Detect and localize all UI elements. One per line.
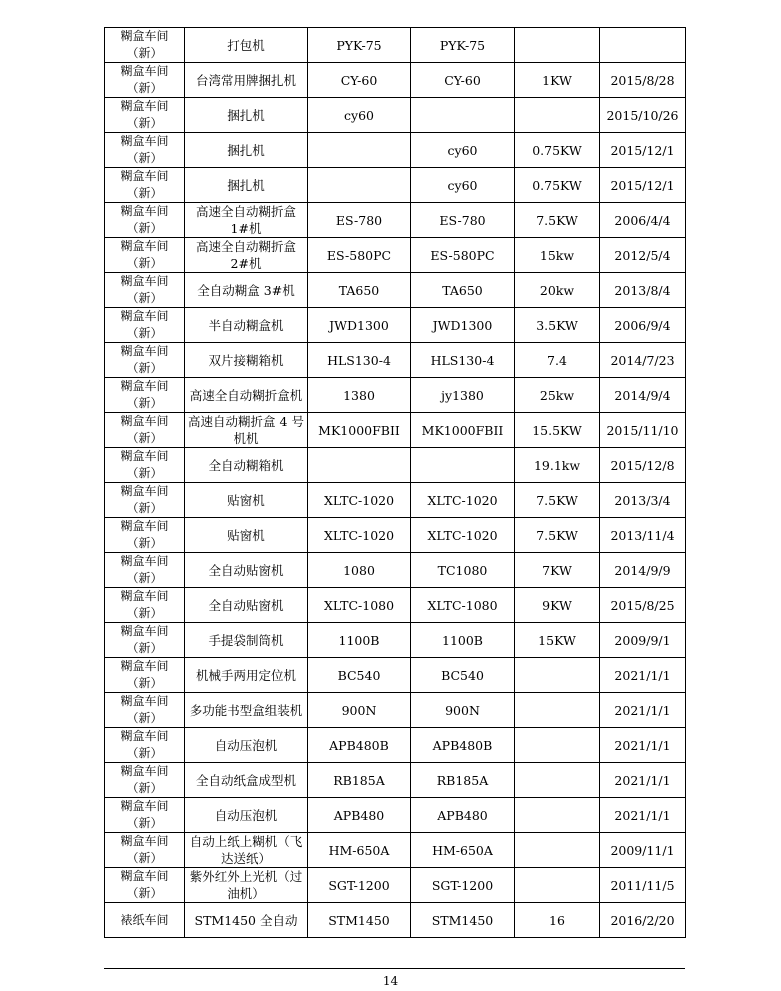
department-cell: 糊盒车间（新） [105, 553, 185, 588]
date-cell: 2011/11/5 [600, 868, 686, 903]
power-cell: 7.5KW [515, 203, 600, 238]
power-cell: 19.1kw [515, 448, 600, 483]
equipment-name-cell: 捆扎机 [185, 98, 308, 133]
power-cell: 7KW [515, 553, 600, 588]
spec-cell: STM1450 [411, 903, 515, 938]
power-cell: 7.5KW [515, 483, 600, 518]
page-number: 14 [382, 974, 399, 988]
power-cell [515, 833, 600, 868]
model-cell: TA650 [308, 273, 411, 308]
table-row [105, 28, 686, 63]
equipment-name-cell: 机械手两用定位机 [185, 658, 308, 693]
department-cell: 糊盒车间（新） [105, 378, 185, 413]
equipment-name-cell: 全自动贴窗机 [185, 588, 308, 623]
department-cell: 糊盒车间（新） [105, 168, 185, 203]
spec-cell: CY-60 [411, 63, 515, 98]
date-cell: 2006/9/4 [600, 308, 686, 343]
spec-cell: jy1380 [411, 378, 515, 413]
equipment-name-cell: STM1450 全自动 [185, 903, 308, 938]
date-cell: 2016/2/20 [600, 903, 686, 938]
power-cell: 16 [515, 903, 600, 938]
department-cell: 糊盒车间（新） [105, 658, 185, 693]
model-cell: RB185A [308, 763, 411, 798]
equipment-name-cell: 全自动纸盒成型机 [185, 763, 308, 798]
equipment-name-cell: 紫外红外上光机（过油机） [185, 868, 308, 903]
date-cell: 2021/1/1 [600, 658, 686, 693]
equipment-name-cell: 贴窗机 [185, 483, 308, 518]
department-cell: 糊盒车间（新） [105, 63, 185, 98]
spec-cell: PYK-75 [411, 28, 515, 63]
model-cell: SGT-1200 [308, 868, 411, 903]
power-cell [515, 693, 600, 728]
model-cell: ES-580PC [308, 238, 411, 273]
table-row [105, 623, 686, 658]
model-cell: MK1000FBII [308, 413, 411, 448]
table-row [105, 518, 686, 553]
model-cell [308, 448, 411, 483]
power-cell: 15.5KW [515, 413, 600, 448]
date-cell: 2014/9/9 [600, 553, 686, 588]
table-row [105, 553, 686, 588]
equipment-name-cell: 打包机 [185, 28, 308, 63]
spec-cell: 900N [411, 693, 515, 728]
power-cell: 0.75KW [515, 133, 600, 168]
department-cell: 糊盒车间（新） [105, 483, 185, 518]
equipment-table [104, 27, 686, 938]
equipment-name-cell: 捆扎机 [185, 168, 308, 203]
power-cell [515, 798, 600, 833]
department-cell: 糊盒车间（新） [105, 308, 185, 343]
spec-cell [411, 98, 515, 133]
power-cell: 20kw [515, 273, 600, 308]
spec-cell: APB480B [411, 728, 515, 763]
model-cell: HM-650A [308, 833, 411, 868]
table-row [105, 63, 686, 98]
department-cell: 糊盒车间（新） [105, 98, 185, 133]
department-cell: 糊盒车间（新） [105, 763, 185, 798]
table-row [105, 693, 686, 728]
equipment-name-cell: 自动上纸上糊机（飞达送纸） [185, 833, 308, 868]
date-cell: 2014/7/23 [600, 343, 686, 378]
power-cell [515, 728, 600, 763]
power-cell [515, 868, 600, 903]
department-cell: 糊盒车间（新） [105, 728, 185, 763]
footer-divider [104, 968, 685, 969]
department-cell: 糊盒车间（新） [105, 28, 185, 63]
model-cell: ES-780 [308, 203, 411, 238]
equipment-name-cell: 捆扎机 [185, 133, 308, 168]
equipment-name-cell: 双片接糊箱机 [185, 343, 308, 378]
model-cell: 900N [308, 693, 411, 728]
equipment-name-cell: 高速全自动糊折盒 2#机 [185, 238, 308, 273]
equipment-table-body [105, 28, 686, 938]
department-cell: 糊盒车间（新） [105, 413, 185, 448]
table-row [105, 308, 686, 343]
department-cell: 糊盒车间（新） [105, 343, 185, 378]
equipment-name-cell: 自动压泡机 [185, 798, 308, 833]
spec-cell: ES-780 [411, 203, 515, 238]
department-cell: 糊盒车间（新） [105, 868, 185, 903]
department-cell: 糊盒车间（新） [105, 238, 185, 273]
power-cell: 7.4 [515, 343, 600, 378]
power-cell: 9KW [515, 588, 600, 623]
model-cell: PYK-75 [308, 28, 411, 63]
model-cell: JWD1300 [308, 308, 411, 343]
spec-cell: HM-650A [411, 833, 515, 868]
spec-cell: HLS130-4 [411, 343, 515, 378]
department-cell: 糊盒车间（新） [105, 448, 185, 483]
department-cell: 糊盒车间（新） [105, 133, 185, 168]
model-cell: HLS130-4 [308, 343, 411, 378]
department-cell: 糊盒车间（新） [105, 798, 185, 833]
power-cell: 7.5KW [515, 518, 600, 553]
date-cell: 2015/8/28 [600, 63, 686, 98]
date-cell: 2015/10/26 [600, 98, 686, 133]
equipment-name-cell: 高速全自动糊折盒机 [185, 378, 308, 413]
table-row [105, 238, 686, 273]
equipment-name-cell: 自动压泡机 [185, 728, 308, 763]
equipment-name-cell: 半自动糊盒机 [185, 308, 308, 343]
table-row [105, 133, 686, 168]
table-row [105, 903, 686, 938]
table-row [105, 343, 686, 378]
table-row [105, 273, 686, 308]
spec-cell: JWD1300 [411, 308, 515, 343]
equipment-name-cell: 全自动贴窗机 [185, 553, 308, 588]
spec-cell: APB480 [411, 798, 515, 833]
model-cell: APB480B [308, 728, 411, 763]
table-row [105, 448, 686, 483]
equipment-name-cell: 贴窗机 [185, 518, 308, 553]
spec-cell: SGT-1200 [411, 868, 515, 903]
model-cell: 1080 [308, 553, 411, 588]
date-cell: 2021/1/1 [600, 728, 686, 763]
spec-cell: cy60 [411, 133, 515, 168]
date-cell: 2015/8/25 [600, 588, 686, 623]
spec-cell: 1100B [411, 623, 515, 658]
date-cell: 2021/1/1 [600, 693, 686, 728]
department-cell: 糊盒车间（新） [105, 518, 185, 553]
table-row [105, 798, 686, 833]
date-cell: 2013/8/4 [600, 273, 686, 308]
table-row [105, 413, 686, 448]
table-row [105, 378, 686, 413]
date-cell: 2013/3/4 [600, 483, 686, 518]
department-cell: 糊盒车间（新） [105, 273, 185, 308]
power-cell [515, 28, 600, 63]
equipment-name-cell: 全自动糊箱机 [185, 448, 308, 483]
spec-cell [411, 448, 515, 483]
equipment-name-cell: 高速自动糊折盒 4 号机机 [185, 413, 308, 448]
date-cell [600, 28, 686, 63]
spec-cell: cy60 [411, 168, 515, 203]
model-cell: XLTC-1020 [308, 518, 411, 553]
model-cell: 1380 [308, 378, 411, 413]
model-cell: XLTC-1020 [308, 483, 411, 518]
equipment-name-cell: 多功能书型盒组装机 [185, 693, 308, 728]
power-cell [515, 763, 600, 798]
date-cell: 2015/12/8 [600, 448, 686, 483]
power-cell: 0.75KW [515, 168, 600, 203]
table-row [105, 483, 686, 518]
date-cell: 2015/12/1 [600, 168, 686, 203]
table-row [105, 833, 686, 868]
department-cell: 糊盒车间（新） [105, 588, 185, 623]
date-cell: 2006/4/4 [600, 203, 686, 238]
date-cell: 2021/1/1 [600, 763, 686, 798]
equipment-name-cell: 台湾常用牌捆扎机 [185, 63, 308, 98]
power-cell: 25kw [515, 378, 600, 413]
spec-cell: ES-580PC [411, 238, 515, 273]
date-cell: 2012/5/4 [600, 238, 686, 273]
model-cell: APB480 [308, 798, 411, 833]
spec-cell: XLTC-1080 [411, 588, 515, 623]
model-cell [308, 133, 411, 168]
department-cell: 糊盒车间（新） [105, 833, 185, 868]
table-row [105, 203, 686, 238]
power-cell: 3.5KW [515, 308, 600, 343]
model-cell [308, 168, 411, 203]
spec-cell: XLTC-1020 [411, 483, 515, 518]
power-cell: 15KW [515, 623, 600, 658]
date-cell: 2009/11/1 [600, 833, 686, 868]
spec-cell: RB185A [411, 763, 515, 798]
power-cell: 1KW [515, 63, 600, 98]
model-cell: cy60 [308, 98, 411, 133]
model-cell: BC540 [308, 658, 411, 693]
model-cell: XLTC-1080 [308, 588, 411, 623]
power-cell: 15kw [515, 238, 600, 273]
table-row [105, 98, 686, 133]
power-cell [515, 658, 600, 693]
equipment-name-cell: 手提袋制筒机 [185, 623, 308, 658]
power-cell [515, 98, 600, 133]
table-row [105, 763, 686, 798]
date-cell: 2015/12/1 [600, 133, 686, 168]
spec-cell: TA650 [411, 273, 515, 308]
spec-cell: XLTC-1020 [411, 518, 515, 553]
date-cell: 2014/9/4 [600, 378, 686, 413]
date-cell: 2009/9/1 [600, 623, 686, 658]
model-cell: CY-60 [308, 63, 411, 98]
spec-cell: TC1080 [411, 553, 515, 588]
department-cell: 糊盒车间（新） [105, 693, 185, 728]
table-row [105, 868, 686, 903]
table-row [105, 728, 686, 763]
equipment-name-cell: 高速全自动糊折盒 1#机 [185, 203, 308, 238]
equipment-name-cell: 全自动糊盒 3#机 [185, 273, 308, 308]
date-cell: 2013/11/4 [600, 518, 686, 553]
department-cell: 裱纸车间 [105, 903, 185, 938]
spec-cell: MK1000FBII [411, 413, 515, 448]
table-row [105, 658, 686, 693]
table-row [105, 168, 686, 203]
department-cell: 糊盒车间（新） [105, 203, 185, 238]
date-cell: 2021/1/1 [600, 798, 686, 833]
date-cell: 2015/11/10 [600, 413, 686, 448]
model-cell: 1100B [308, 623, 411, 658]
department-cell: 糊盒车间（新） [105, 623, 185, 658]
table-row [105, 588, 686, 623]
model-cell: STM1450 [308, 903, 411, 938]
spec-cell: BC540 [411, 658, 515, 693]
